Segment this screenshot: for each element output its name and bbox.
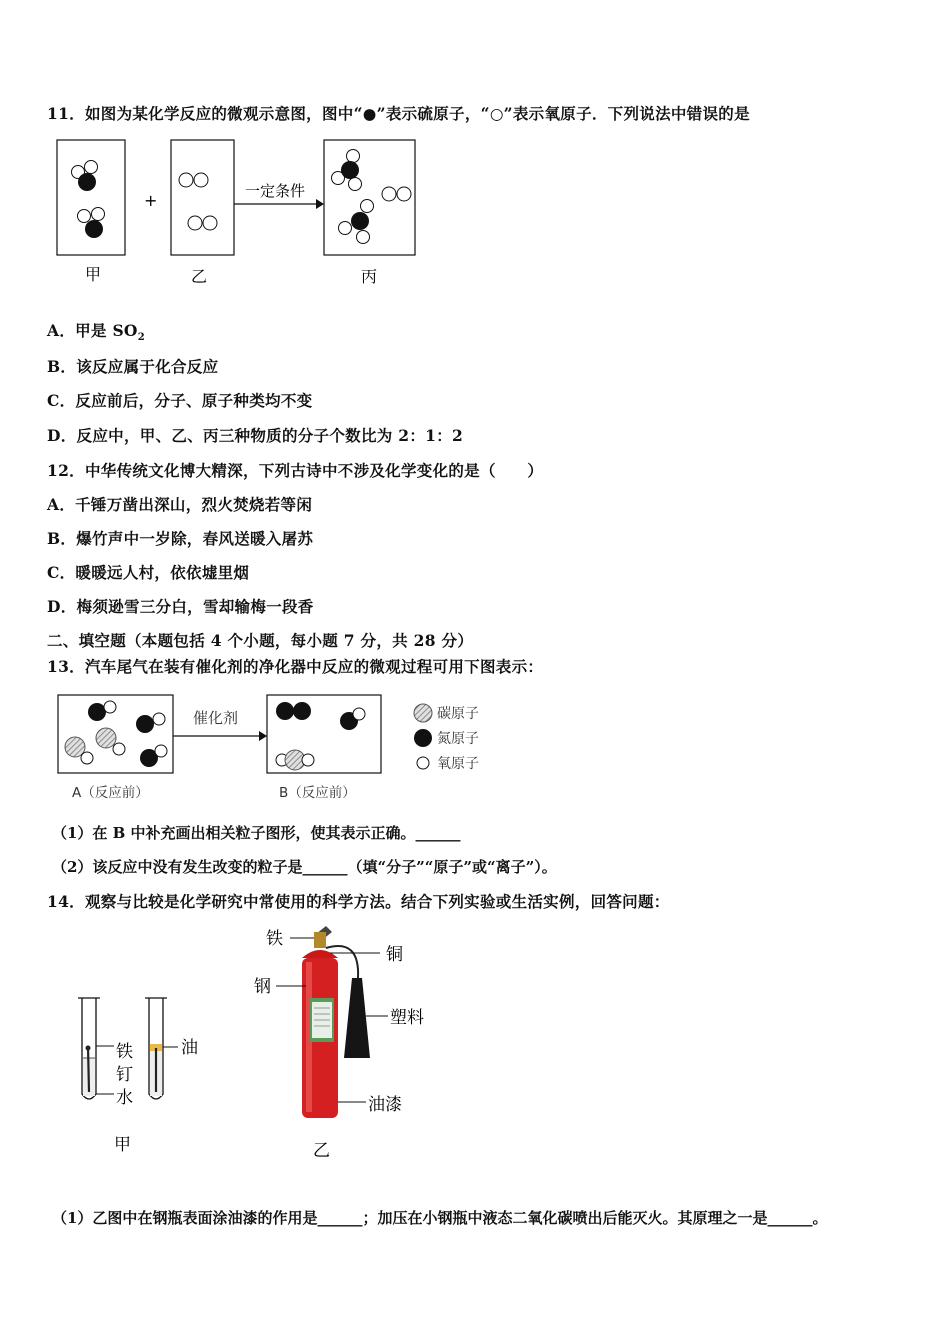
test-tube-water bbox=[78, 998, 114, 1099]
label-iron-part: 铁 bbox=[266, 929, 283, 949]
so2-molecule-1 bbox=[72, 161, 98, 192]
no-molecule-1 bbox=[88, 701, 116, 721]
q12-option-d: D．梅须逊雪三分白，雪却输梅一段香 bbox=[47, 597, 314, 616]
co-molecule-2 bbox=[65, 737, 93, 764]
fire-extinguisher bbox=[302, 926, 370, 1118]
section-title: 二、填空题（本题包括 4 个小题，每小题 7 分，共 28 分） bbox=[47, 631, 474, 650]
q12-stem: 12．中华传统文化博大精深，下列古诗中不涉及化学变化的是（ ） bbox=[47, 461, 544, 480]
label-paint-part: 油漆 bbox=[368, 1095, 402, 1115]
q11-option-d: D．反应中，甲、乙、丙三种物质的分子个数比为 2：1：2 bbox=[47, 426, 464, 445]
caption-b: B（反应前） bbox=[279, 785, 356, 801]
q14-sub1: （1）乙图中在钢瓶表面涂油漆的作用是______；加压在小钢瓶中液态二氧化碳喷出后能灭火。其原理之一是______。 bbox=[52, 1209, 828, 1227]
o2-molecule-2 bbox=[188, 216, 217, 230]
tube-label-water: 水 bbox=[116, 1088, 133, 1108]
nitrogen-legend-icon bbox=[414, 729, 432, 747]
o2-molecule-leftover bbox=[382, 187, 411, 201]
carbon-legend-icon bbox=[414, 704, 432, 722]
n2-molecule bbox=[276, 702, 311, 720]
oxygen-legend-icon bbox=[417, 757, 429, 769]
condition-label: 一定条件 bbox=[245, 182, 306, 200]
q11-option-a: A．甲是 $SO_2$ bbox=[47, 321, 145, 344]
q13-stem: 13．汽车尾气在装有催化剂的净化器中反应的微观过程可用下图表示： bbox=[47, 657, 544, 676]
q11-option-b: B．该反应属于化合反应 bbox=[47, 357, 219, 376]
co2-molecule bbox=[276, 750, 314, 770]
q13-sub2: （2）该反应中没有发生改变的粒子是______（填“分子”“原子”或“离子”）。 bbox=[52, 858, 557, 876]
label-yi: 乙 bbox=[191, 267, 208, 286]
tube-label-iron: 铁 bbox=[116, 1042, 133, 1062]
q14-stem: 14．观察与比较是化学研究中常使用的科学方法。结合下列实验或生活实例，回答问题： bbox=[47, 892, 670, 911]
label-steel-part: 钢 bbox=[254, 977, 271, 997]
label-plastic-part: 塑料 bbox=[390, 1008, 424, 1028]
fig-label-yi: 乙 bbox=[313, 1141, 330, 1161]
o2-molecule-1 bbox=[179, 173, 208, 187]
q13-sub1: （1）在 B 中补充画出相关粒子图形，使其表示正确。______ bbox=[52, 824, 461, 842]
co-molecule-1 bbox=[96, 728, 125, 755]
so2-molecule-2 bbox=[78, 208, 105, 239]
legend-oxygen: 氧原子 bbox=[437, 756, 479, 772]
no-molecule-b bbox=[340, 708, 365, 730]
q11-reaction-diagram bbox=[50, 135, 430, 290]
legend-carbon: 碳原子 bbox=[437, 706, 479, 722]
so3-molecule-2 bbox=[339, 200, 374, 244]
oil-label: 油 bbox=[181, 1038, 198, 1058]
label-copper-part: 铜 bbox=[386, 945, 403, 965]
q12-option-c: C．暖暖远人村，依依墟里烟 bbox=[47, 563, 250, 582]
q12-option-a: A．千锤万凿出深山，烈火焚烧若等闲 bbox=[47, 495, 313, 514]
label-jia: 甲 bbox=[85, 265, 102, 284]
legend-nitrogen: 氮原子 bbox=[437, 731, 479, 747]
plus-sign: + bbox=[144, 191, 158, 210]
so3-molecule-1 bbox=[332, 150, 362, 191]
q11-stem: 11．如图为某化学反应的微观示意图，图中“●”表示硫原子，“○”表示氧原子．下列说法中错误的是 bbox=[47, 104, 750, 123]
no-molecule-3 bbox=[140, 745, 167, 767]
q12-option-b: B．爆竹声中一岁除，春风送暖入屠苏 bbox=[47, 529, 314, 548]
label-bing: 丙 bbox=[361, 267, 378, 286]
tube-label-nail: 钉 bbox=[116, 1065, 133, 1085]
q13-catalyst-diagram bbox=[55, 690, 505, 805]
test-tube-oil bbox=[145, 998, 178, 1099]
catalyst-label: 催化剂 bbox=[193, 709, 239, 727]
q14-figure bbox=[70, 918, 450, 1168]
caption-a: A（反应前） bbox=[72, 785, 149, 801]
no-molecule-2 bbox=[136, 713, 165, 733]
fig-label-jia: 甲 bbox=[114, 1135, 131, 1155]
q11-option-c: C．反应前后，分子、原子种类均不变 bbox=[47, 391, 313, 410]
